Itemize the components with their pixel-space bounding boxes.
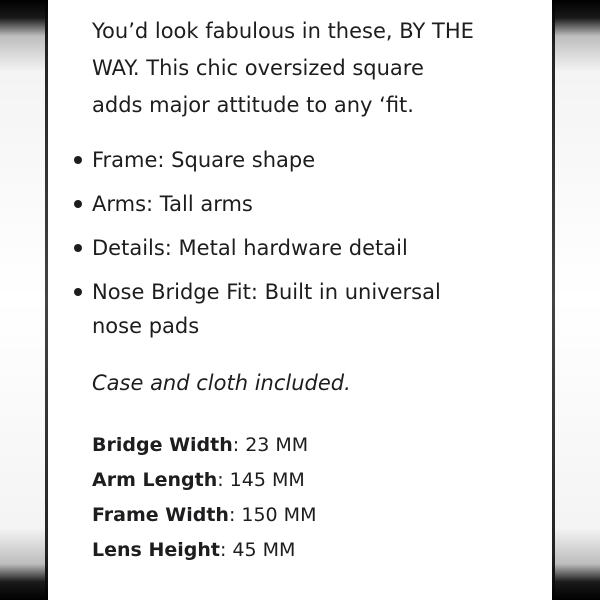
- spec-row: [92, 533, 316, 568]
- included-note: Case and cloth included.: [92, 371, 351, 395]
- bullet-dot-icon: [74, 200, 82, 208]
- bullet-dot-icon: [74, 288, 82, 296]
- spec-row: [92, 463, 316, 498]
- specs-list: [92, 428, 316, 568]
- feature-text: Arms: Tall arms: [92, 192, 253, 216]
- intro-line: You’d look fabulous in these, BY THE: [92, 19, 474, 43]
- bullet-dot-icon: [74, 244, 82, 252]
- right-edge-shadow: [552, 0, 600, 600]
- spec-label: Bridge Width: [92, 434, 233, 456]
- feature-text: Details: Metal hardware detail: [92, 236, 408, 260]
- intro-paragraph: [92, 13, 532, 124]
- feature-item: [70, 275, 530, 343]
- feature-text: Frame: Square shape: [92, 148, 316, 172]
- spec-row: [92, 428, 316, 463]
- spec-label: Lens Height: [92, 539, 220, 561]
- feature-item: [70, 143, 530, 177]
- feature-list: [70, 143, 530, 353]
- spec-value: : 45 MM: [219, 539, 296, 561]
- feature-item: [70, 231, 530, 265]
- spec-row: [92, 498, 316, 533]
- intro-line: WAY. This chic oversized square: [92, 56, 424, 80]
- feature-item: [70, 187, 530, 221]
- spec-value: : 150 MM: [228, 504, 317, 526]
- feature-text: Nose Bridge Fit: Built in universal: [92, 280, 441, 304]
- intro-line: adds major attitude to any ‘fit.: [92, 93, 414, 117]
- spec-value: : 145 MM: [217, 469, 305, 491]
- feature-text-continued: nose pads: [92, 314, 200, 338]
- bullet-dot-icon: [74, 156, 82, 164]
- product-description-panel: [48, 0, 552, 600]
- spec-value: : 23 MM: [232, 434, 309, 456]
- left-edge-shadow: [0, 0, 48, 600]
- spec-label: Arm Length: [92, 469, 218, 491]
- spec-label: Frame Width: [92, 504, 229, 526]
